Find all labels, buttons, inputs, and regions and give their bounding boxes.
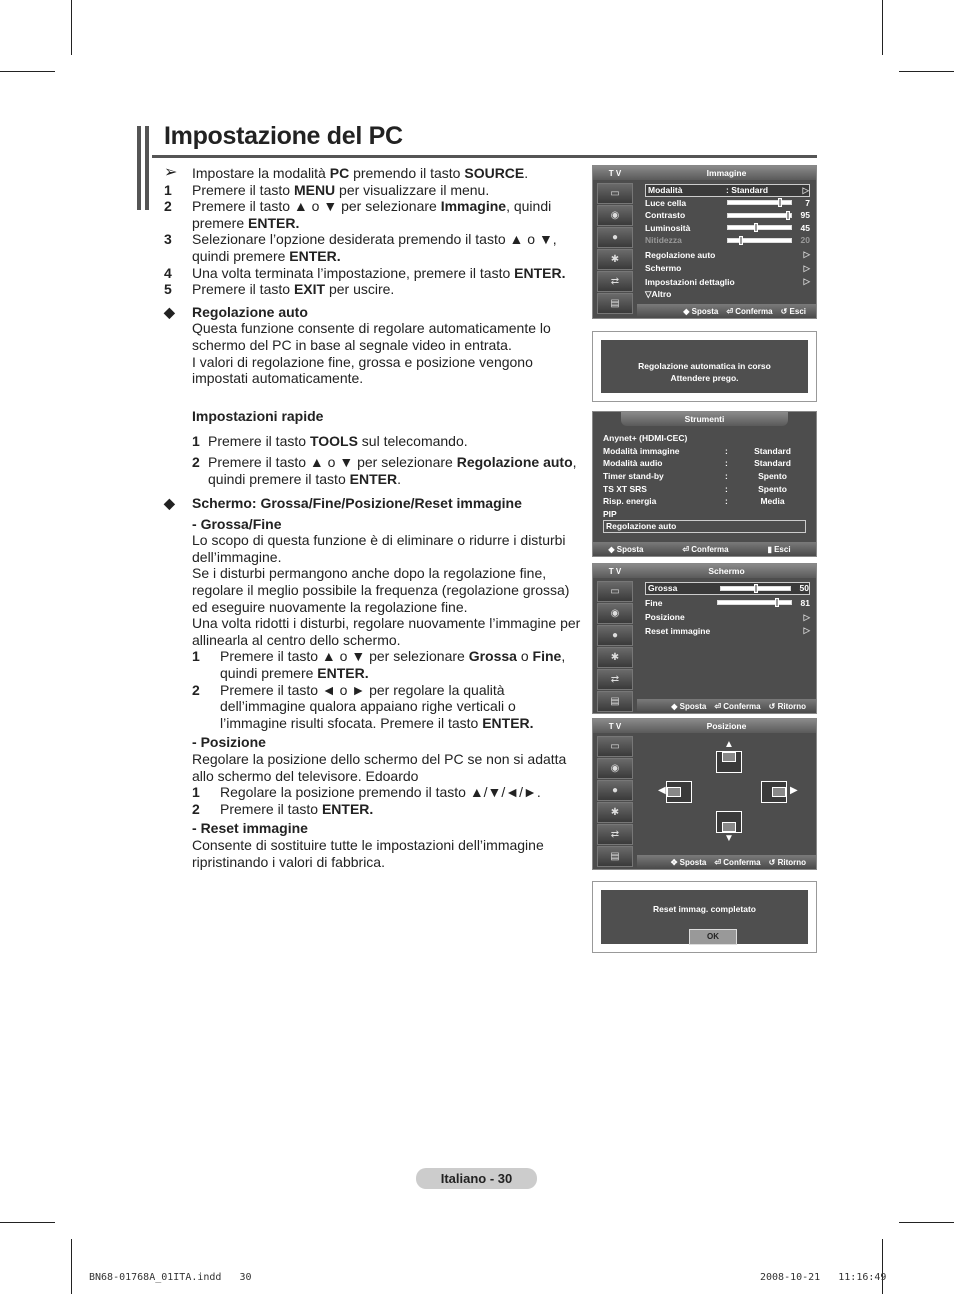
position-box-top (716, 751, 742, 773)
left-arrow-icon[interactable]: ◀ (658, 785, 666, 796)
picture-icon: ▭ (597, 581, 633, 602)
osd-sidebar (593, 580, 637, 713)
section-screen: ◆ Schermo: Grossa/Fine/Posizione/Reset immagine (164, 495, 522, 512)
reset-dialog: Reset immag. completato OK (592, 881, 817, 953)
step-4: 4 Una volta terminata l’impostazione, premere il tasto ENTER. (164, 264, 566, 281)
osd-row-reset[interactable]: Reset immagine ▷ (645, 625, 810, 636)
tools-row[interactable]: TS XT SRS : Spento (603, 483, 787, 494)
position-box-bottom (716, 811, 742, 833)
position-box-left (666, 781, 692, 803)
pos-step-1: 1 Regolare la posizione premendo il tasto ▲/▼/◄/►. (192, 784, 541, 801)
title-rule (152, 155, 817, 158)
application-icon: ▤ (597, 846, 633, 867)
up-arrow-icon[interactable]: ▲ (724, 739, 734, 750)
diamond-icon: ◆ (164, 495, 175, 512)
osd-row-position[interactable]: Posizione ▷ (645, 611, 810, 623)
osd-row-coarse[interactable]: Grossa 50 (645, 582, 810, 595)
auto-adjust-dialog: Regolazione automatica in corso Attendere prego. (592, 331, 817, 402)
input-icon: ⇄ (597, 669, 633, 690)
picture-icon: ▭ (597, 183, 633, 204)
tools-row[interactable]: Modalità audio : Standard (603, 458, 791, 469)
channel-icon: ● (597, 780, 633, 801)
osd-footer: ✥ Sposta ⏎ Conferma ↺ Ritorno (637, 855, 816, 869)
crop-mark (899, 1222, 954, 1223)
tools-footer: ◆ Sposta ⏎ Conferma ▮ Esci (593, 542, 816, 556)
right-arrow-icon[interactable]: ▶ (790, 785, 798, 796)
crop-mark (882, 0, 883, 55)
crop-mark (71, 0, 72, 55)
osd-screen-menu: T V Schermo ▭ ◉ ● ✱ ⇄ ▤ Grossa 50 Fine 81 Posizione ▷ Reset immagine ▷ ◆ Sposta ⏎ Conferma ↺ Ritorno (592, 563, 817, 714)
crop-mark (0, 1222, 55, 1223)
tools-row[interactable]: Timer stand-by : Spento (603, 471, 787, 482)
gf-step-1: 1 Premere il tasto ▲ o ▼ per selezionare Grossa o Fine, quindi premere ENTER. (192, 648, 566, 682)
osd-row-more[interactable]: ▽Altro (645, 288, 672, 299)
arrow-icon: ➢ (164, 164, 178, 181)
step-1: 1 Premere il tasto MENU per visualizzare il menu. (164, 181, 490, 198)
page-number: Italiano - 30 (416, 1168, 537, 1189)
position-box-right (761, 781, 787, 803)
crop-mark (899, 71, 954, 72)
gf-step-2: 2 Premere il tasto ◄ o ► per regolare la qualità dell’immagine qualora appaiano righe verticali o l’immagine risulti sfocata. Premere il tasto ENTER. (192, 681, 534, 731)
crop-mark (71, 1239, 72, 1294)
quick-step-1: 1 Premere il tasto TOOLS sul telecomando. (192, 433, 468, 450)
sound-icon: ◉ (597, 205, 633, 226)
position-pad[interactable] (637, 733, 816, 855)
tools-row[interactable]: Anynet+ (HDMI-CEC) (603, 433, 688, 444)
osd-row-auto[interactable]: Regolazione auto ▷ (645, 249, 810, 260)
crop-mark (882, 1239, 883, 1294)
input-icon: ⇄ (597, 824, 633, 845)
quick-title: Impostazioni rapide (192, 407, 324, 424)
application-icon: ▤ (597, 293, 633, 314)
pos-step-2: 2 Premere il tasto ENTER. (192, 800, 374, 817)
osd-row-screen[interactable]: Schermo ▷ (645, 262, 810, 274)
quick-step-2: 2 Premere il tasto ▲ o ▼ per selezionare Regolazione auto, quindi premere il tasto ENTER. (192, 453, 577, 487)
osd-row-cell-light[interactable]: Luce cella 7 (645, 197, 810, 208)
channel-icon: ● (597, 227, 633, 248)
section-auto: ◆ Regolazione auto (164, 303, 308, 320)
osd-footer: ◆ Sposta ⏎ Conferma ↺ Esci (637, 304, 816, 318)
ok-button[interactable]: OK (689, 929, 737, 945)
application-icon: ▤ (597, 691, 633, 712)
setup-icon: ✱ (597, 802, 633, 823)
osd-row-brightness[interactable]: Luminosità 45 (645, 222, 810, 233)
intro-note: ➢ Impostare la modalità PC premendo il tasto SOURCE. (164, 164, 529, 181)
page-title: Impostazione del PC (164, 122, 403, 150)
osd-row-sharpness[interactable]: Nitidezza 20 (645, 235, 810, 246)
step-5: 5 Premere il tasto EXIT per uscire. (164, 281, 395, 298)
posizione-title: - Posizione (192, 734, 266, 751)
down-arrow-icon[interactable]: ▼ (724, 833, 734, 844)
tools-row[interactable]: Modalità immagine : Standard (603, 445, 791, 456)
osd-footer: ◆ Sposta ⏎ Conferma ↺ Ritorno (637, 699, 816, 713)
input-icon: ⇄ (597, 271, 633, 292)
tools-row[interactable]: PIP (603, 508, 617, 519)
tools-row-selected[interactable]: Regolazione auto (603, 520, 806, 533)
tools-row[interactable]: Risp. energia : Media (603, 496, 785, 507)
osd-position-menu: T V Posizione ▭ ◉ ● ✱ ⇄ ▤ ▲ ◀ ▶ ▼ ✥ Sposta ⏎ Conferma ↺ Ritorno (592, 718, 817, 870)
title-decoration (137, 126, 151, 210)
reset-title: - Reset immagine (192, 820, 308, 837)
step-3: 3 Selezionare l’opzione desiderata premendo il tasto ▲ o ▼, quindi premere ENTER. (164, 231, 557, 264)
osd-row-contrast[interactable]: Contrasto 95 (645, 210, 810, 221)
step-2: 2 Premere il tasto ▲ o ▼ per selezionare Immagine, quindi premere ENTER. (164, 198, 552, 231)
setup-icon: ✱ (597, 249, 633, 270)
crop-mark (0, 71, 55, 72)
osd-row-mode[interactable]: Modalità : Standard ▷ (645, 184, 810, 197)
osd-row-detail[interactable]: Impostazioni dettaglio ▷ (645, 276, 810, 287)
main-text: ➢ Impostare la modalità PC premendo il tasto SOURCE. 1 Premere il tasto MENU per visualizzare il menu. 2 Premere il tasto ▲ o ▼ per selezionare Immagine, quindi premere ENTER. 3 Selezionare l’opzione desiderata premendo il tasto ▲ o ▼, quindi premere ENTER. 4 Una volta terminata l’impostazione, premere il tasto ENTER. 5 Premere il tasto EXIT per uscire. ◆ Regolazione auto Questa funzione consente di regolare automaticamente lo schermo del PC in base al segnale video in entrata. I valori di regolazione fine, grossa e posizione vengono impostati automaticamente. Impostazioni rapide 1 Premere il tasto TOOLS sul telecomando. 2 Premere il tasto ▲ o ▼ per selezionare Regolazione auto, quindi premere il tasto ENTER. ◆ Schermo: Grossa/Fine/Posizione/Reset immagine - Grossa/Fine Lo scopo di questa funzione è di eliminare o ridurre i disturbi dell’immagine. Se i disturbi permangono anche dopo la regolazione fine, regolare il meglio possibile la frequenza (regolazione grossa) ed eseguire nuovamente la regolazione fine. Una volta ridotti i disturbi, regolare nuovamente l’immagine per allinearla al centro dello schermo. 1 Premere il tasto ▲ o ▼ per selezionare Grossa o Fine, quindi premere ENTER. 2 Premere il tasto ◄ o ► per regolare la qualità dell’immagine qualora appaiano righe verticali o l’immagine risulti sfocata. Premere il tasto ENTER. - Posizione Regolare la posizione dello schermo del PC se non si adatta allo schermo del televisore. Edoardo 1 Regolare la posizione premendo il tasto ▲/▼/◄/►. 2 Premere il tasto ENTER. - Reset immagine Consente di sostituire tutte le impostazioni dell’immagine ripristinando i valori di fabbrica. (164, 165, 584, 870)
picture-icon: ▭ (597, 736, 633, 757)
osd-sidebar (593, 182, 637, 315)
osd-image-menu: T V Immagine ▭ ◉ ● ✱ ⇄ ▤ Modalità : Standard ▷ Luce cella 7 Contrasto 95 Luminosità 45 Nitidezza 20 Regolazione auto ▷ Schermo ▷ Impostazioni dettaglio ▷ ▽Altro ◆ Sposta ⏎ Conferma ↺ Esci (592, 165, 817, 319)
imprint-date: 2008-10-21 11:16:49 (760, 1272, 887, 1283)
imprint-file: BN68-01768A_01ITA.indd 30 (89, 1272, 252, 1283)
channel-icon: ● (597, 625, 633, 646)
osd-sidebar (593, 735, 637, 868)
diamond-icon: ◆ (164, 303, 175, 320)
osd-row-fine[interactable]: Fine 81 (645, 597, 810, 608)
sound-icon: ◉ (597, 758, 633, 779)
setup-icon: ✱ (597, 647, 633, 668)
grossa-fine-title: - Grossa/Fine (192, 515, 282, 532)
tools-menu: Strumenti Anynet+ (HDMI-CEC) Modalità immagine : Standard Modalità audio : Standard Timer stand-by : Spento TS XT SRS : Spento Risp. energia : Media PIP Regolazione auto ◆ Sposta ⏎ Conferma ▮ Esci (592, 411, 817, 557)
sound-icon: ◉ (597, 603, 633, 624)
